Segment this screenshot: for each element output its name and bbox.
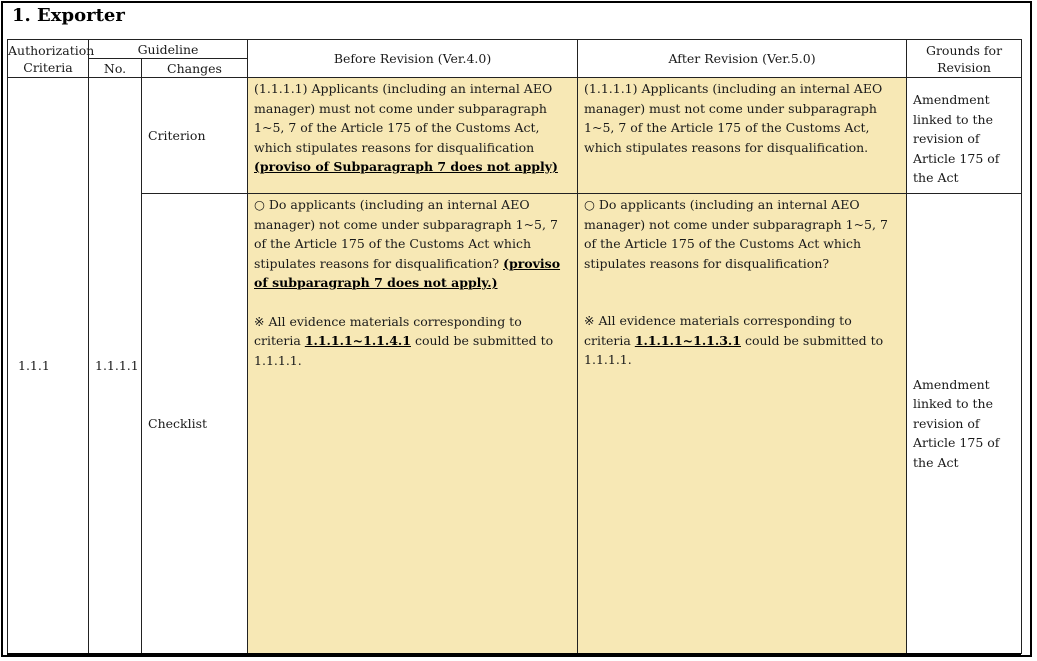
header-before-revision: Before Revision (Ver.4.0) (248, 40, 578, 78)
criterion-after-text: (1.1.1.1) Applicants (including an internal AEO manager) must not come under subparagraph 1~5, 7 of the Article 175 of the Customs Act, which stipulates reasons for disqualification. (584, 81, 883, 155)
criterion-before-text: (1.1.1.1) Applicants (including an internal AEO manager) must not come under subparagraph 1~5, 7 of the Article 175 of the Customs Act, which stipulates reasons for disqualification (254, 81, 553, 155)
criterion-grounds-cell: Amendment linked to the revision of Article 175 of the Act (907, 78, 1022, 194)
checklist-before-cell (248, 194, 578, 654)
checklist-before-note-range: 1.1.1.1~1.1.4.1 (304, 333, 411, 348)
checklist-label: Checklist (142, 194, 248, 654)
header-no: No. (89, 59, 142, 78)
checklist-after-note: ※ All evidence materials corresponding to criteria 1.1.1.1~1.1.3.1 could be submitted to 1.1.1.1. (584, 313, 884, 367)
checklist-before-note: ※ All evidence materials corresponding to criteria 1.1.1.1~1.1.4.1 could be submitted to 1.1.1.1. (254, 313, 554, 368)
criterion-label: Criterion (142, 78, 248, 194)
header-after-revision: After Revision (Ver.5.0) (578, 40, 907, 78)
checklist-after-cell (578, 194, 907, 654)
checklist-after-note-range: 1.1.1.1~1.1.3.1 (634, 332, 741, 348)
checklist-after-text: ○ Do applicants (including an internal AEO manager) not come under subparagraph 1~5, 7 of the Article 175 of the Customs Act which stipulates reasons for disqualification? (584, 197, 888, 271)
criterion-before-cell (248, 78, 578, 194)
guideline-no-cell: 1.1.1.1 (89, 78, 142, 654)
criterion-before-proviso: (proviso of Subparagraph 7 does not apply) (254, 159, 558, 174)
header-authorization-criteria: Authorization Criteria (8, 40, 89, 78)
section-title: 1. Exporter (12, 5, 125, 26)
revision-table (7, 39, 1022, 654)
header-grounds-for-revision: Grounds for Revision (907, 40, 1022, 78)
checklist-grounds-cell: Amendment linked to the revision of Article 175 of the Act (907, 194, 1022, 654)
checklist-before-proviso: (proviso of subparagraph 7 does not apply.) (254, 255, 561, 290)
criterion-after-cell (578, 78, 907, 194)
header-guideline: Guideline (89, 40, 248, 59)
criteria-cell: 1.1.1 (8, 78, 89, 654)
checklist-before-text: ○ Do applicants (including an internal AEO manager) not come under subparagraph 1~5, 7 of the Article 175 of the Customs Act which stipulates reasons for disqualification? (254, 197, 558, 271)
header-changes: Changes (142, 59, 248, 78)
bottom-rule (7, 653, 1021, 655)
